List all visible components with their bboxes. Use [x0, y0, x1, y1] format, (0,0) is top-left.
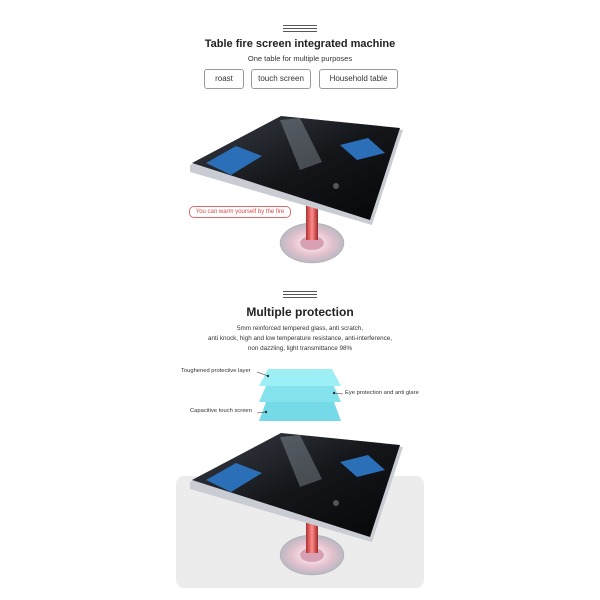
warm-callout: You can warm yourself by the fire [189, 206, 291, 218]
layer-label-top: Toughened protective layer [181, 368, 251, 374]
tag-roast[interactable]: roast [204, 69, 244, 89]
section-subtitle: One table for multiple purposes [247, 54, 353, 63]
section-title: Table fire screen integrated machine [204, 38, 396, 50]
desc-line: anti knock, high and low temperature resistance, anti-interference, [207, 335, 393, 342]
layer-label-middle: Eye protection and anti glare [345, 390, 419, 396]
tag-household-table[interactable]: Household table [319, 69, 398, 89]
desc-line: non dazzling, light transmittance 98% [247, 345, 353, 352]
section2-title: Multiple protection [246, 305, 354, 319]
desc-line: 5mm reinforced tempered glass, anti scratch, [237, 325, 363, 332]
tag-touch-screen[interactable]: touch screen [251, 69, 311, 89]
layer-label-bottom: Capacitive touch screen [190, 408, 252, 414]
